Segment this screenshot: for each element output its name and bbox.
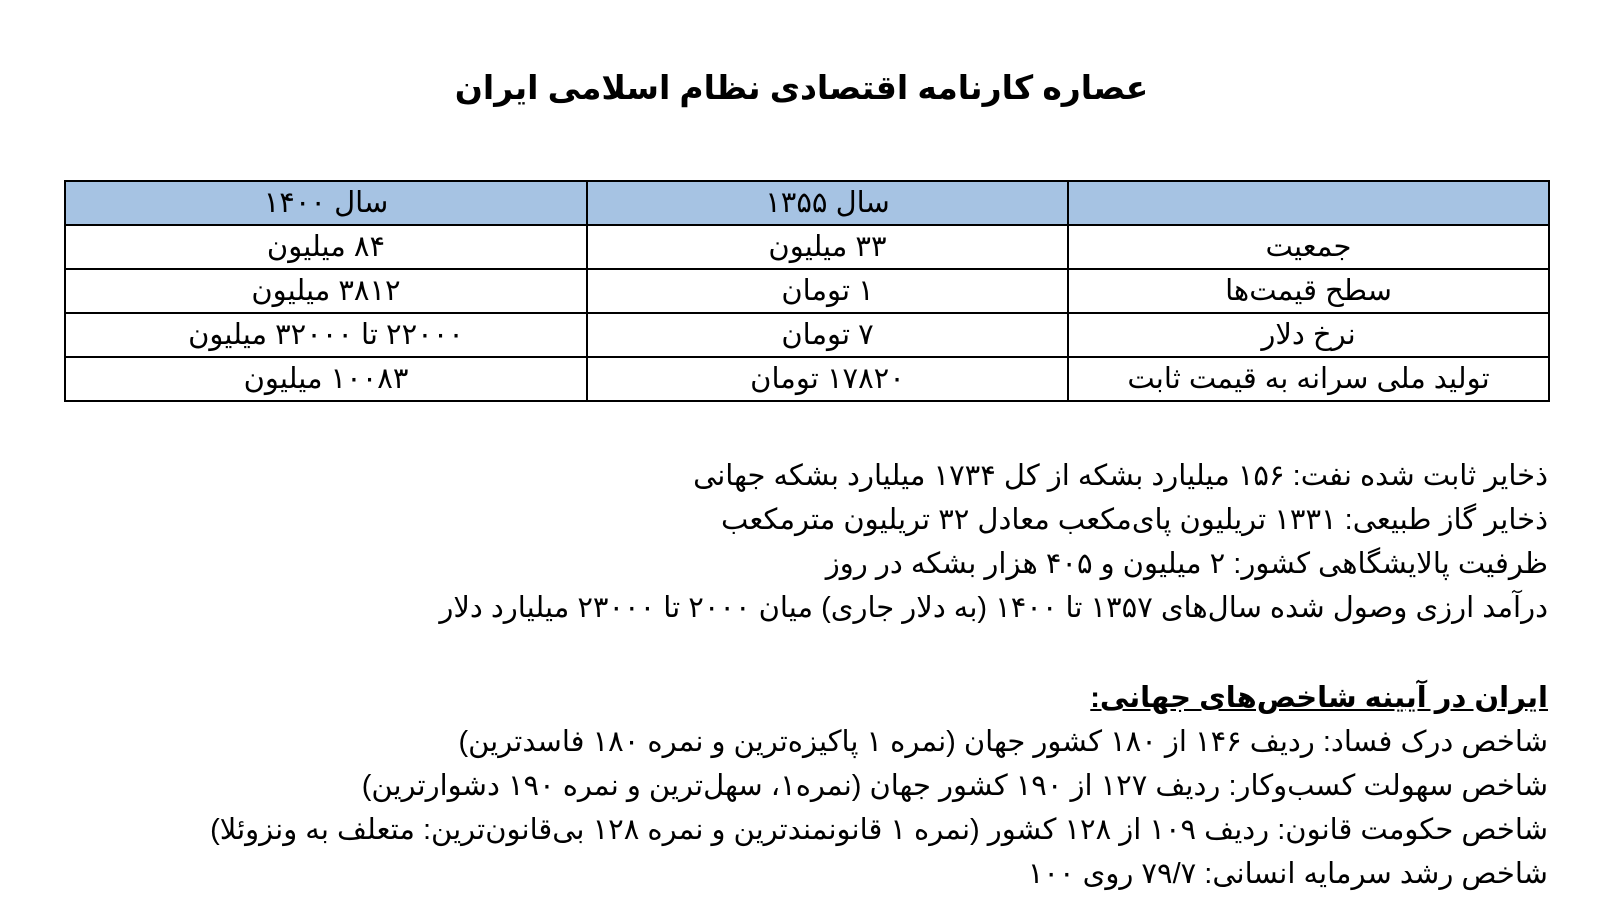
table-cell-label: تولید ملی سرانه به قیمت ثابت bbox=[1068, 357, 1549, 401]
table-cell-label: جمعیت bbox=[1068, 225, 1549, 269]
resource-facts bbox=[68, 454, 1548, 630]
comparison-table bbox=[64, 180, 1550, 402]
index-line: شاخص رشد سرمایه انسانی: ۷۹/۷ روی ۱۰۰ bbox=[1027, 858, 1548, 890]
global-indices bbox=[28, 676, 1548, 896]
fact-line: ذخایر گاز طبیعی: ۱۳۳۱ تریلیون پای‌مکعب معادل ۳۲ تریلیون مترمکعب bbox=[720, 504, 1548, 536]
fact-line: ظرفیت پالایشگاهی کشور: ۲ میلیون و ۴۰۵ هزار بشکه در روز bbox=[825, 548, 1548, 580]
table-row bbox=[65, 357, 1549, 401]
table-header-cell: سال ۱۴۰۰ bbox=[65, 181, 587, 225]
section-heading: ایران در آیینه شاخص‌های جهانی: bbox=[1090, 682, 1548, 714]
index-line: شاخص درک فساد: ردیف ۱۴۶ از ۱۸۰ کشور جهان (نمره ۱ پاکیزه‌ترین و نمره ۱۸۰ فاسدترین) bbox=[458, 726, 1548, 758]
table-cell: ۱۰۰۸۳ میلیون bbox=[65, 357, 587, 401]
table-cell: ۲۲۰۰۰ تا ۳۲۰۰۰ میلیون bbox=[65, 313, 587, 357]
fact-line: ذخایر ثابت شده نفت: ۱۵۶ میلیارد بشکه از کل ۱۷۳۴ میلیارد بشکه جهانی bbox=[693, 460, 1548, 492]
table-cell-label: سطح قیمت‌ها bbox=[1068, 269, 1549, 313]
index-line: شاخص سهولت کسب‌وکار: ردیف ۱۲۷ از ۱۹۰ کشور جهان (نمره۱، سهل‌ترین و نمره ۱۹۰ دشوارترین) bbox=[361, 770, 1548, 802]
table-cell: ۱۷۸۲۰ تومان bbox=[587, 357, 1068, 401]
table-row bbox=[65, 225, 1549, 269]
table-row bbox=[65, 269, 1549, 313]
table-cell: ۳۳ میلیون bbox=[587, 225, 1068, 269]
index-line: شاخص حکومت قانون: ردیف ۱۰۹ از ۱۲۸ کشور (نمره ۱ قانونمندترین و نمره ۱۲۸ بی‌قانون‌ترین: متعلف به ونزوئلا) bbox=[210, 814, 1548, 846]
table-row bbox=[65, 313, 1549, 357]
document-title: عصاره کارنامه اقتصادی نظام اسلامی ایران bbox=[454, 69, 1149, 106]
table-cell: ۸۴ میلیون bbox=[65, 225, 587, 269]
table-header-cell bbox=[1068, 181, 1549, 225]
table-cell: ۳۸۱۲ میلیون bbox=[65, 269, 587, 313]
table-header-cell: سال ۱۳۵۵ bbox=[587, 181, 1068, 225]
table-header-row bbox=[65, 181, 1549, 225]
table-cell-label: نرخ دلار bbox=[1068, 313, 1549, 357]
table-cell: ۱ تومان bbox=[587, 269, 1068, 313]
table-cell: ۷ تومان bbox=[587, 313, 1068, 357]
fact-line: درآمد ارزی وصول شده سال‌های ۱۳۵۷ تا ۱۴۰۰ (به دلار جاری) میان ۲۰۰۰ تا ۲۳۰۰۰ میلیارد دلار bbox=[439, 592, 1548, 624]
